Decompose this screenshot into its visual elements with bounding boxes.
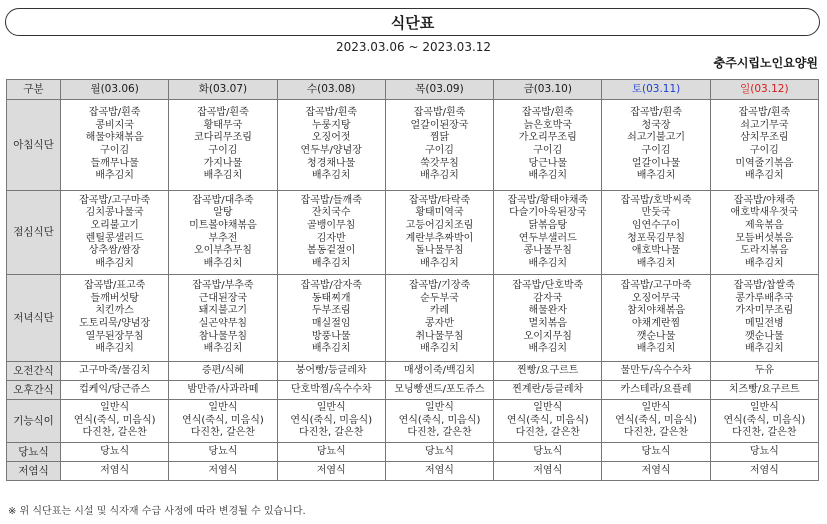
menu-item: 잡곡밥/들깨죽 bbox=[300, 194, 362, 206]
row-label-functional-diet: 기능식이 bbox=[7, 400, 61, 443]
menu-item: 황태미역국 bbox=[415, 207, 464, 219]
menu-item: 열무된장무침 bbox=[85, 330, 144, 342]
menu-item: 오징어무국 bbox=[631, 292, 681, 304]
menu-item: 잡곡밥/타락죽 bbox=[408, 194, 471, 206]
menu-cell-diabetic-diet-sun bbox=[710, 443, 818, 462]
menu-item: 배추김치 bbox=[636, 343, 676, 355]
menu-item: 배추김치 bbox=[420, 257, 459, 269]
row-functional-diet bbox=[7, 400, 819, 443]
row-breakfast bbox=[7, 100, 819, 191]
menu-item: 애호박나물 bbox=[631, 245, 681, 257]
menu-item: 오리불고기 bbox=[90, 219, 139, 231]
menu-cell-lunch-wed bbox=[277, 191, 385, 275]
menu-item: 당뇨식 bbox=[316, 445, 346, 457]
menu-cell-breakfast-fri bbox=[494, 100, 602, 191]
row-lunch bbox=[7, 191, 819, 275]
menu-item: 구이김 bbox=[533, 145, 563, 156]
menu-cell-dinner-fri bbox=[494, 275, 602, 362]
menu-item: 삼치무조림 bbox=[740, 132, 789, 144]
menu-cell-afternoon-snack-thu bbox=[385, 381, 493, 400]
menu-item: 만둣국 bbox=[641, 207, 671, 219]
row-morning-snack bbox=[7, 362, 819, 381]
menu-item: 잡곡밥/감자죽 bbox=[300, 280, 362, 292]
menu-item: 참나물무침 bbox=[198, 330, 248, 342]
menu-item: 청국장 bbox=[641, 119, 671, 131]
menu-item: 잡곡밥/흰죽 bbox=[305, 107, 358, 119]
menu-item: 밤만쥬/사과라떼 bbox=[187, 383, 259, 395]
menu-item: 배추김치 bbox=[420, 170, 459, 182]
menu-item: 잔치국수 bbox=[311, 207, 351, 219]
row-label-breakfast: 아침식단 bbox=[7, 100, 61, 191]
menu-item: 치킨까스 bbox=[95, 305, 134, 317]
menu-item: 김치콩나물국 bbox=[85, 207, 144, 219]
page-title bbox=[5, 8, 820, 36]
menu-cell-low-salt-diet-sun bbox=[710, 462, 818, 481]
menu-item: 연식(죽식, 미음식) bbox=[398, 414, 481, 426]
menu-item: 닭볶음탕 bbox=[528, 219, 568, 231]
menu-item: 깻순나물 bbox=[745, 330, 784, 342]
menu-cell-functional-diet-fri bbox=[494, 400, 602, 443]
menu-item: 당뇨식 bbox=[424, 445, 454, 457]
menu-cell-afternoon-snack-sun bbox=[710, 381, 818, 400]
menu-cell-functional-diet-thu bbox=[385, 400, 493, 443]
menu-cell-morning-snack-tue bbox=[169, 362, 277, 381]
menu-item: 찐빵/요구르트 bbox=[517, 364, 579, 376]
menu-item: 찐계란/등글레차 bbox=[512, 383, 584, 395]
menu-item: 잡곡밥/흰죽 bbox=[413, 107, 466, 119]
menu-cell-functional-diet-mon bbox=[61, 400, 169, 443]
menu-item: 잡곡밥/흰죽 bbox=[521, 107, 574, 119]
menu-item: 일반식 bbox=[749, 402, 779, 414]
menu-item: 배추김치 bbox=[528, 343, 568, 355]
menu-cell-diabetic-diet-sat bbox=[602, 443, 710, 462]
menu-item: 배추김치 bbox=[311, 257, 351, 269]
menu-cell-low-salt-diet-fri bbox=[494, 462, 602, 481]
menu-item: 제육볶음 bbox=[745, 219, 784, 231]
menu-cell-dinner-sun bbox=[710, 275, 818, 362]
menu-item: 다진찬, 갈은찬 bbox=[190, 427, 256, 439]
menu-cell-afternoon-snack-mon bbox=[61, 381, 169, 400]
menu-cell-functional-diet-tue bbox=[169, 400, 277, 443]
menu-item: 다진찬, 갈은찬 bbox=[407, 427, 472, 439]
header-day-tue: 화(03.07) bbox=[169, 80, 277, 100]
menu-cell-morning-snack-thu bbox=[385, 362, 493, 381]
menu-item: 미트볼야채볶음 bbox=[189, 219, 257, 231]
menu-item: 잡곡밥/흰죽 bbox=[738, 107, 791, 119]
menu-cell-functional-diet-sun bbox=[710, 400, 818, 443]
menu-item: 배추김치 bbox=[203, 257, 243, 269]
menu-item: 얼갈이된장국 bbox=[410, 119, 469, 131]
menu-cell-breakfast-mon bbox=[61, 100, 169, 191]
menu-item: 다진찬, 갈은찬 bbox=[732, 427, 797, 439]
menu-item: 부추전 bbox=[208, 232, 238, 244]
menu-item: 저염식 bbox=[533, 464, 563, 476]
menu-item: 잡곡밥/흰죽 bbox=[197, 107, 249, 119]
menu-item: 배추김치 bbox=[95, 257, 134, 269]
footnote: ※ 위 식단표는 시설 및 식자재 수급 사정에 따라 변경될 수 있습니다. bbox=[8, 506, 306, 517]
menu-item: 저염식 bbox=[316, 464, 346, 476]
menu-cell-dinner-mon bbox=[61, 275, 169, 362]
menu-cell-dinner-sat bbox=[602, 275, 710, 362]
menu-body bbox=[7, 100, 819, 481]
menu-item: 다슬기아욱된장국 bbox=[509, 207, 587, 219]
menu-item: 찜닭 bbox=[429, 132, 450, 144]
menu-item: 배추김치 bbox=[95, 343, 134, 355]
menu-item: 저염식 bbox=[424, 464, 454, 476]
menu-item: 연식(죽식, 미음식) bbox=[290, 414, 373, 426]
menu-item: 당뇨식 bbox=[749, 445, 779, 457]
title-text: 식단표 bbox=[390, 13, 435, 32]
menu-item: 당근나물 bbox=[528, 157, 568, 169]
row-label-low-salt-diet: 저염식 bbox=[7, 462, 61, 481]
menu-cell-afternoon-snack-sat bbox=[602, 381, 710, 400]
header-day-sat: 토(03.11) bbox=[602, 80, 710, 100]
menu-item: 연두부/양념장 bbox=[300, 145, 362, 156]
menu-item: 배추김치 bbox=[636, 257, 676, 269]
menu-item: 컵케익/당근쥬스 bbox=[79, 383, 151, 395]
header-day-fri: 금(03.10) bbox=[494, 80, 602, 100]
menu-item: 쇠고기불고기 bbox=[627, 132, 686, 144]
menu-cell-breakfast-thu bbox=[385, 100, 493, 191]
header-row bbox=[7, 80, 819, 100]
menu-item: 배추김치 bbox=[420, 343, 459, 355]
menu-item: 연식(죽식, 미음식) bbox=[615, 414, 697, 426]
menu-cell-afternoon-snack-wed bbox=[277, 381, 385, 400]
menu-item: 실곤약무침 bbox=[198, 318, 248, 329]
menu-cell-morning-snack-fri bbox=[494, 362, 602, 381]
menu-cell-functional-diet-sat bbox=[602, 400, 710, 443]
menu-item: 잡곡밥/고구마죽 bbox=[79, 194, 151, 206]
menu-cell-low-salt-diet-thu bbox=[385, 462, 493, 481]
menu-item: 잡곡밥/대추죽 bbox=[192, 194, 254, 206]
menu-item: 배추김치 bbox=[95, 170, 134, 182]
menu-item: 멸치볶음 bbox=[528, 318, 568, 329]
menu-item: 임연수구이 bbox=[631, 219, 681, 231]
menu-cell-low-salt-diet-tue bbox=[169, 462, 277, 481]
menu-cell-morning-snack-sat bbox=[602, 362, 710, 381]
row-label-diabetic-diet: 당뇨식 bbox=[7, 443, 61, 462]
menu-item: 취나물무침 bbox=[415, 330, 464, 342]
menu-item: 미역줄기볶음 bbox=[735, 157, 794, 169]
menu-item: 고등어김치조림 bbox=[405, 219, 474, 231]
menu-item: 오이부추무침 bbox=[193, 245, 252, 257]
menu-item: 콩나물무침 bbox=[523, 245, 572, 257]
menu-item: 배추김치 bbox=[311, 343, 351, 355]
menu-item: 일반식 bbox=[208, 402, 238, 414]
menu-item: 일반식 bbox=[533, 402, 563, 414]
menu-item: 배추김치 bbox=[745, 170, 784, 182]
menu-item: 잡곡밥/단호박죽 bbox=[512, 280, 584, 292]
menu-item: 쇠고기무국 bbox=[740, 119, 789, 131]
menu-item: 잡곡밥/흰죽 bbox=[630, 107, 682, 119]
menu-item: 당뇨식 bbox=[533, 445, 563, 457]
menu-item: 잡곡밥/야채죽 bbox=[733, 194, 796, 206]
row-label-morning-snack: 오전간식 bbox=[7, 362, 61, 381]
menu-item: 잡곡밥/흰죽 bbox=[88, 107, 141, 119]
menu-item: 일반식 bbox=[424, 402, 454, 414]
menu-item: 순두부국 bbox=[420, 292, 459, 304]
row-dinner bbox=[7, 275, 819, 362]
menu-cell-diabetic-diet-mon bbox=[61, 443, 169, 462]
menu-item: 연식(죽식, 미음식) bbox=[723, 414, 806, 426]
menu-cell-diabetic-diet-fri bbox=[494, 443, 602, 462]
menu-cell-low-salt-diet-wed bbox=[277, 462, 385, 481]
menu-item: 콩자반 bbox=[424, 318, 454, 329]
menu-item: 깻순나물 bbox=[636, 330, 676, 342]
menu-cell-breakfast-tue bbox=[169, 100, 277, 191]
menu-item: 얼갈이나물 bbox=[631, 157, 681, 169]
menu-item: 카스테라/요플레 bbox=[620, 383, 692, 395]
menu-item: 배추김치 bbox=[203, 170, 243, 182]
menu-cell-diabetic-diet-wed bbox=[277, 443, 385, 462]
menu-item: 감자국 bbox=[533, 292, 563, 304]
menu-item: 황태무국 bbox=[203, 119, 243, 131]
menu-item: 배추김치 bbox=[528, 257, 568, 269]
menu-item: 계란부추짜박이 bbox=[405, 232, 474, 244]
menu-item: 콩가루배추국 bbox=[735, 292, 794, 304]
menu-cell-morning-snack-sun bbox=[710, 362, 818, 381]
menu-cell-morning-snack-wed bbox=[277, 362, 385, 381]
menu-cell-dinner-thu bbox=[385, 275, 493, 362]
menu-item: 애호박새우젓국 bbox=[730, 207, 799, 219]
menu-item: 매생이죽/백김치 bbox=[403, 364, 475, 376]
menu-item: 연식(죽식, 미음식) bbox=[73, 414, 156, 426]
menu-item: 근대된장국 bbox=[198, 292, 248, 304]
menu-item: 들깨버섯탕 bbox=[90, 292, 139, 304]
row-label-afternoon-snack: 오후간식 bbox=[7, 381, 61, 400]
menu-item: 구이김 bbox=[749, 145, 779, 156]
menu-item: 카레 bbox=[429, 305, 450, 317]
menu-cell-low-salt-diet-mon bbox=[61, 462, 169, 481]
header-day-sun: 일(03.12) bbox=[710, 80, 818, 100]
menu-item: 다진찬, 갈은찬 bbox=[515, 427, 580, 439]
menu-item: 렌틸콩샐러드 bbox=[85, 232, 144, 244]
menu-item: 연식(죽식, 미음식) bbox=[182, 414, 264, 426]
menu-item: 구이김 bbox=[424, 145, 454, 156]
menu-cell-dinner-wed bbox=[277, 275, 385, 362]
menu-item: 늙은호박국 bbox=[523, 119, 572, 131]
menu-item: 골뱅이무침 bbox=[307, 219, 356, 231]
menu-item: 동태찌개 bbox=[311, 292, 351, 304]
header-day-wed: 수(03.08) bbox=[277, 80, 385, 100]
menu-item: 오징어젓 bbox=[311, 132, 351, 144]
menu-item: 상추쌈/쌈장 bbox=[88, 245, 141, 257]
header-day-mon: 월(03.06) bbox=[61, 80, 169, 100]
menu-item: 쑥갓무침 bbox=[420, 157, 459, 169]
menu-item: 증편/식혜 bbox=[201, 364, 244, 376]
menu-item: 배추김치 bbox=[528, 170, 568, 182]
menu-item: 청경채나물 bbox=[307, 157, 356, 169]
menu-cell-morning-snack-mon bbox=[61, 362, 169, 381]
menu-item: 매실절임 bbox=[311, 318, 351, 329]
menu-item: 모듬버섯볶음 bbox=[735, 232, 794, 244]
menu-item: 당뇨식 bbox=[100, 445, 130, 457]
menu-item: 당뇨식 bbox=[208, 445, 238, 457]
menu-item: 단호박찜/옥수수차 bbox=[290, 383, 372, 395]
menu-item: 야채계란찜 bbox=[631, 318, 681, 329]
menu-item: 돼지불고기 bbox=[198, 305, 248, 317]
menu-item: 해물완자 bbox=[528, 305, 568, 317]
menu-item: 두유 bbox=[754, 364, 774, 376]
menu-cell-afternoon-snack-fri bbox=[494, 381, 602, 400]
menu-cell-breakfast-sat bbox=[602, 100, 710, 191]
menu-item: 잡곡밥/기장죽 bbox=[408, 280, 471, 292]
menu-item: 알탕 bbox=[213, 207, 233, 219]
menu-item: 구이김 bbox=[641, 145, 671, 156]
menu-item: 들깨무나물 bbox=[90, 157, 139, 169]
menu-item: 연식(죽식, 미음식) bbox=[506, 414, 589, 426]
row-label-dinner: 저녁식단 bbox=[7, 275, 61, 362]
menu-cell-low-salt-diet-sat bbox=[602, 462, 710, 481]
menu-cell-afternoon-snack-tue bbox=[169, 381, 277, 400]
menu-item: 가자미무조림 bbox=[735, 305, 794, 317]
menu-cell-diabetic-diet-thu bbox=[385, 443, 493, 462]
menu-item: 두부조림 bbox=[311, 305, 351, 317]
menu-item: 배추김치 bbox=[636, 170, 676, 182]
menu-item: 구이김 bbox=[208, 145, 238, 156]
row-label-lunch: 점심식단 bbox=[7, 191, 61, 275]
menu-item: 오이지무침 bbox=[523, 330, 572, 342]
menu-cell-lunch-tue bbox=[169, 191, 277, 275]
menu-item: 누룽지탕 bbox=[311, 119, 351, 131]
menu-item: 구이김 bbox=[100, 145, 130, 156]
menu-item: 잡곡밥/표고죽 bbox=[83, 280, 146, 292]
menu-item: 청포묵김무침 bbox=[627, 232, 686, 244]
menu-item: 메밀전병 bbox=[745, 318, 784, 329]
menu-item: 일반식 bbox=[641, 402, 671, 414]
menu-item: 다진찬, 갈은찬 bbox=[623, 427, 689, 439]
menu-cell-breakfast-sun bbox=[710, 100, 818, 191]
menu-item: 모닝빵샌드/포도쥬스 bbox=[394, 383, 485, 395]
menu-item: 배추김치 bbox=[311, 170, 351, 182]
menu-item: 저염식 bbox=[641, 464, 671, 476]
menu-item: 참치야채볶음 bbox=[627, 305, 686, 317]
menu-item: 치즈빵/요구르트 bbox=[728, 383, 800, 395]
menu-item: 잡곡밥/황태야채죽 bbox=[507, 194, 589, 206]
menu-item: 김자반 bbox=[316, 232, 346, 244]
menu-item: 배추김치 bbox=[745, 343, 784, 355]
menu-item: 잡곡밥/고구마죽 bbox=[620, 280, 692, 292]
menu-item: 봄동겉절이 bbox=[307, 245, 356, 257]
header-day-thu: 목(03.09) bbox=[385, 80, 493, 100]
menu-item: 잡곡밥/찹쌀죽 bbox=[733, 280, 796, 292]
menu-cell-functional-diet-wed bbox=[277, 400, 385, 443]
menu-item: 붕어빵/등글레차 bbox=[295, 364, 367, 376]
menu-item: 당뇨식 bbox=[641, 445, 671, 457]
menu-item: 잡곡밥/호박씨죽 bbox=[620, 194, 692, 206]
menu-cell-dinner-tue bbox=[169, 275, 277, 362]
menu-item: 도라지볶음 bbox=[740, 245, 789, 257]
menu-cell-diabetic-diet-tue bbox=[169, 443, 277, 462]
menu-item: 가지나물 bbox=[203, 157, 243, 169]
menu-item: 연두부샐러드 bbox=[518, 232, 577, 244]
menu-item: 저염식 bbox=[100, 464, 130, 476]
menu-cell-lunch-thu bbox=[385, 191, 493, 275]
menu-item: 방풍나물 bbox=[311, 330, 351, 342]
menu-cell-breakfast-wed bbox=[277, 100, 385, 191]
menu-cell-lunch-mon bbox=[61, 191, 169, 275]
menu-item: 가오리무조림 bbox=[518, 132, 577, 144]
menu-item: 일반식 bbox=[316, 402, 346, 414]
menu-item: 잡곡밥/부추죽 bbox=[192, 280, 254, 292]
menu-item: 해물야채볶음 bbox=[85, 132, 144, 144]
menu-item: 일반식 bbox=[100, 402, 130, 414]
menu-item: 코다리무조림 bbox=[193, 132, 252, 144]
menu-cell-lunch-sun bbox=[710, 191, 818, 275]
menu-item: 도토리묵/양념장 bbox=[79, 318, 151, 329]
menu-item: 다진찬, 갈은찬 bbox=[299, 427, 364, 439]
menu-cell-lunch-sat bbox=[602, 191, 710, 275]
menu-item: 물만두/옥수수차 bbox=[620, 364, 692, 376]
facility-name: 충주시립노인요양원 bbox=[713, 56, 818, 70]
menu-item: 고구마죽/물김치 bbox=[79, 364, 151, 376]
header-corner: 구분 bbox=[7, 80, 61, 100]
row-diabetic-diet bbox=[7, 443, 819, 462]
menu-item: 저염식 bbox=[749, 464, 779, 476]
menu-item: 배추김치 bbox=[745, 257, 784, 269]
menu-item: 배추김치 bbox=[203, 343, 243, 355]
row-low-salt-diet bbox=[7, 462, 819, 481]
menu-item: 돌나물무침 bbox=[415, 245, 464, 257]
menu-item: 콩비지국 bbox=[95, 119, 134, 131]
menu-period: 2023.03.06 ~ 2023.03.12 bbox=[335, 40, 492, 54]
weekly-menu-table bbox=[6, 79, 819, 481]
row-afternoon-snack bbox=[7, 381, 819, 400]
menu-cell-lunch-fri bbox=[494, 191, 602, 275]
menu-item: 저염식 bbox=[208, 464, 238, 476]
menu-item: 다진찬, 갈은찬 bbox=[82, 427, 147, 439]
